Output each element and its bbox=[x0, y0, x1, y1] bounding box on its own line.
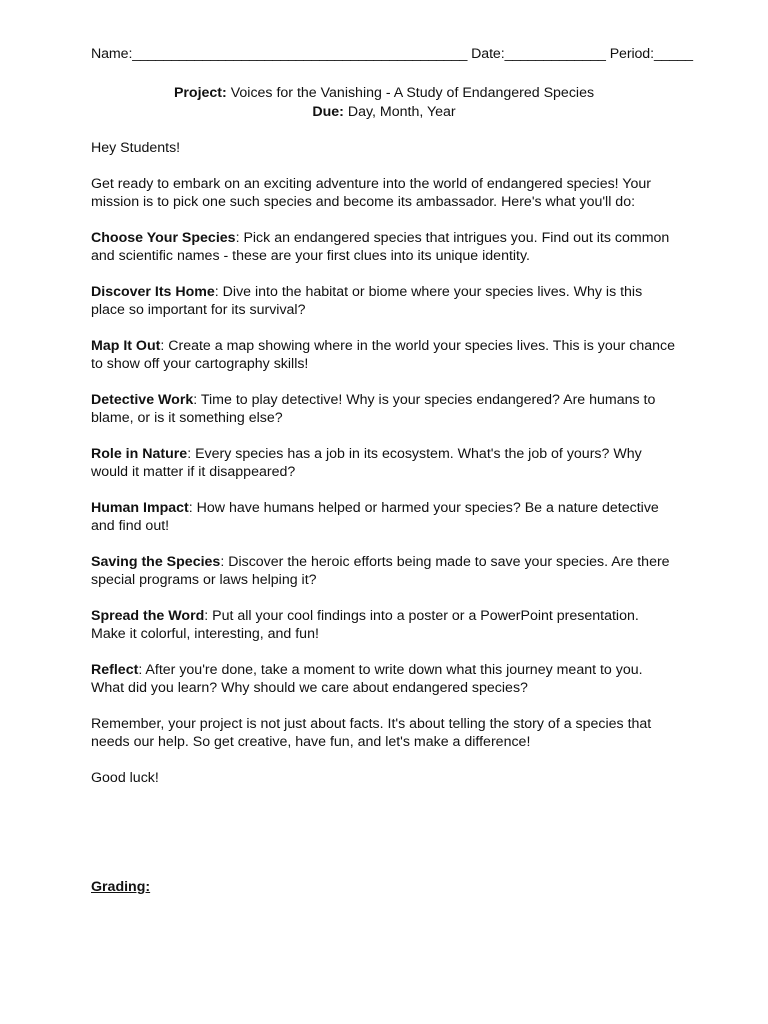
task-role-in-nature bbox=[91, 445, 677, 481]
task-title: Saving the Species bbox=[91, 554, 221, 570]
task-title: Role in Nature bbox=[91, 446, 188, 462]
project-label: Project: bbox=[173, 85, 227, 101]
task-text: : Create a map showing where in the world your species lives. This is your chance to show off your cartography skills! bbox=[91, 338, 676, 372]
closing-paragraph: Remember, your project is not just about facts. It's about telling the story of a species that needs our help. So get creative, have fun, and let's make a difference! bbox=[91, 716, 652, 750]
task-map-it-out bbox=[91, 337, 677, 373]
name-blank: ___________________________________________ bbox=[132, 46, 468, 62]
period-blank: _____ bbox=[653, 46, 693, 62]
task-text: : Pick an endangered species that intrigues you. Find out its common and scientific names - these are your first clues into its unique identity. bbox=[91, 230, 670, 264]
task-text: : After you're done, take a moment to write down what this journey meant to you. What did you learn? Why should we care about endangered species? bbox=[91, 662, 643, 696]
date-label: Date: bbox=[471, 46, 505, 62]
due-line bbox=[91, 103, 677, 122]
task-title: Human Impact bbox=[91, 500, 189, 516]
grading-heading: Grading: bbox=[91, 879, 151, 895]
project-title: Voices for the Vanishing - A Study of Endangered Species bbox=[230, 85, 595, 101]
task-title: Choose Your Species bbox=[91, 230, 236, 246]
task-text: : Dive into the habitat or biome where your species lives. Why is this place so important for its survival? bbox=[91, 284, 643, 318]
task-title: Spread the Word bbox=[91, 608, 205, 624]
task-saving-species bbox=[91, 553, 677, 589]
period-label: Period: bbox=[609, 46, 654, 62]
date-blank: _____________ bbox=[504, 46, 606, 62]
task-text: : How have humans helped or harmed your species? Be a nature detective and find out! bbox=[91, 500, 659, 534]
due-label: Due: bbox=[312, 104, 344, 120]
intro-paragraph: Get ready to embark on an exciting adventure into the world of endangered species! Your mission is to pick one such species and become its ambassador. Here's what you'll do: bbox=[91, 176, 651, 210]
task-detective-work bbox=[91, 391, 677, 427]
task-text: : Discover the heroic efforts being made to save your species. Are there special programs or laws helping it? bbox=[91, 554, 670, 588]
due-value: Day, Month, Year bbox=[347, 104, 456, 120]
task-human-impact bbox=[91, 499, 677, 535]
task-text: : Put all your cool findings into a poster or a PowerPoint presentation. Make it colorful, interesting, and fun! bbox=[91, 608, 639, 642]
signoff: Good luck! bbox=[91, 770, 159, 786]
student-info-line bbox=[91, 45, 693, 63]
project-line bbox=[91, 84, 677, 103]
task-title: Discover Its Home bbox=[91, 284, 215, 300]
task-choose-species bbox=[91, 229, 677, 265]
task-reflect bbox=[91, 661, 677, 697]
task-title: Map It Out bbox=[91, 338, 161, 354]
task-text: : Every species has a job in its ecosystem. What's the job of yours? Why would it matter if it disappeared? bbox=[91, 446, 642, 480]
task-spread-word bbox=[91, 607, 677, 643]
task-text: : Time to play detective! Why is your species endangered? Are humans to blame, or is it something else? bbox=[91, 392, 656, 426]
name-label: Name: bbox=[91, 46, 133, 62]
greeting: Hey Students! bbox=[91, 140, 181, 156]
task-discover-home bbox=[91, 283, 677, 319]
project-title-block bbox=[91, 84, 677, 122]
task-title: Reflect bbox=[91, 662, 139, 678]
task-title: Detective Work bbox=[91, 392, 194, 408]
